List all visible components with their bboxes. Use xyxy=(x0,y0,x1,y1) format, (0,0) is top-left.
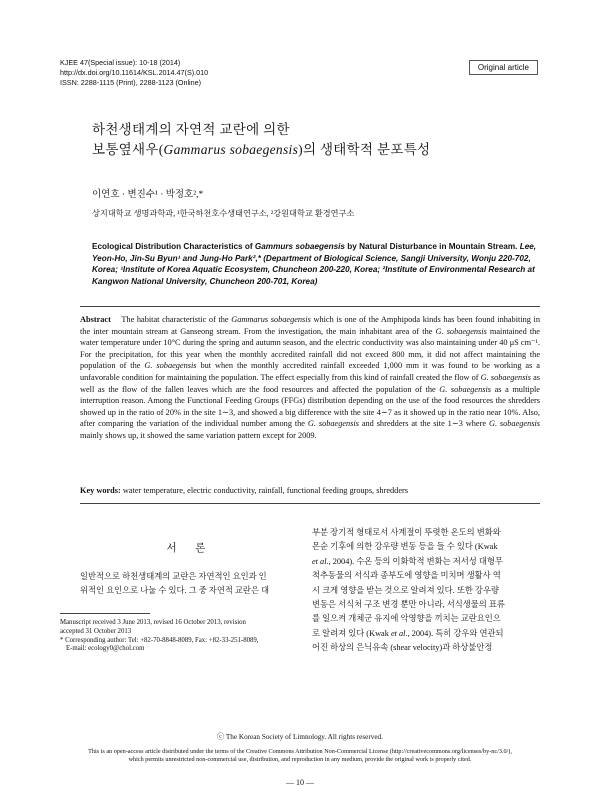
corresponding-email[interactable]: E-mail: ecology0@chol.com xyxy=(66,645,145,653)
issn: ISSN: 2288-1115 (Print), 2288-1123 (Online) xyxy=(60,78,202,87)
page-number: — 10 — xyxy=(286,778,314,787)
copyright: ⓒ The Korean Society of Limnology. All rights reserved. xyxy=(217,733,383,741)
english-title-block: Ecological Distribution Characteristics of Gammurs sobaegensis by Natural Disturbance in Mountain Stream. Lee, Yeon-Ho, Jin-Su Byun¹ and Jung-Ho Park²,* (Department of Biological Science, Sangji University, Wonju 220-702, Korea; ¹Institute of Korea Aquatic Ecosystem, Chuncheon 200-220, Korea; ²Institute of Environmental Research at Kangwon National University, Chuncheon 200-701, Korea) xyxy=(92,242,537,286)
species-name: Gammarus sobaegensis xyxy=(163,142,299,157)
left-column-text: 일반적으로 하천생태계의 교란은 자연적인 요인과 인 위적인 요인으로 나눌 수 있다. 그 중 자연적 교란은 대 xyxy=(80,572,270,596)
affiliation-korean: 상지대학교 생명과학과, ¹한국하천호수생태연구소, ²강원대학교 환경연구소 xyxy=(92,209,355,218)
authors-korean: 이연호 · 변진수¹ · 박정호²,* xyxy=(92,190,204,200)
section-title-introduction: 서 론 xyxy=(166,543,214,554)
keywords-label: Key words: xyxy=(80,486,121,495)
korean-title-line2: 보통옆새우(Gammarus sobaegensis)의 생태학적 분포특성 xyxy=(92,142,431,157)
footnote-rule xyxy=(60,613,150,614)
abstract-label: Abstract xyxy=(80,315,111,324)
korean-title xyxy=(92,120,430,160)
abstract-bottom-rule xyxy=(80,503,540,504)
abstract-top-rule xyxy=(80,306,540,307)
english-affiliations: (Department of Biological Science, Sangji University, Wonju 220-702, Korea; ¹Institute of Korea Aquatic Ecosystem, Chuncheon 200-220, Korea; ²Institute of Environmental Research at Kangwon National University, Chuncheon 200-701, Korea) xyxy=(92,253,535,286)
footnote: Manuscript received 3 June 2013, revised 16 October 2013, revision accepted 31 October 2013 * Corresponding author: Tel: +82-70-8848-8089, Fax: +82-33-251-8089, E-mail: ecology0@chol.com xyxy=(60,619,300,654)
doi-link[interactable]: http://dx.doi.org/10.11614/KSL.2014.47(S).010 xyxy=(60,68,209,77)
keywords: Key words: water temperature, electric conductivity, rainfall, functional feeding groups, shredders xyxy=(80,486,408,495)
korean-title-line1: 하천생태계의 자연적 교란에 의한 xyxy=(92,122,290,137)
journal-citation: KJEE 47(Special issue): 10-18 (2014) xyxy=(60,58,181,67)
species-name: Gammurs sobaegensis xyxy=(254,242,345,251)
english-authors: Lee, Yeon-Ho, Jin-Su Byun¹ and Jung-Ho Park²,* xyxy=(92,242,537,263)
journal-header xyxy=(60,58,208,88)
right-column-text: 부분 장기적 형태로서 사계절이 뚜렷한 온도의 변화와 몬순 기후에 의한 강우량 변동 등을 들 수 있다 (Kwak et al., 2004). 수온 등의 이화학적 변화는 저서성 대형무 척추동물의 서식과 종부도에 영향을 미치며 생활사 역 시 크게 영향을 받는 것으로 알려져 있다. 또한 강우량 변동은 서식처 구조 변경 뿐만 아니라, 서식생물의 표류 를 일으켜 개체군 유지에 악영향을 끼치는 교란요인으 로 알려져 있다 (Kwak et al., 2004). 특히 강우와 연관되 어진 하상의 은닉유속 (shear velocity)과 하상불안정 xyxy=(312,528,505,653)
abstract: Abstract The habitat characteristic of the Gammarus sobaegensis which is one of the Amphipoda kinds has been found inhabiting in the inter mountain stream at Ganseong stream. From the investigation, the main inhabitant area of the G. sobaegensis maintained the water temperature under 10°C during the spring and autumn season, and the electric conductivity was also maintaining under 40 μS cm⁻¹. For the precipitation, for this year when the monthly accredited rainfall did not exceed 800 mm, it did not affect maintaining the population of the G. sobaegensis but when the monthly accredited rainfall exceeded 1,000 mm it was found to be working as a unfavorable condition for maintaining the population. The effect especially from this kind of rainfall created the flow of G. sobaegensis as well as the flow of the fallen leaves which are the food resources and affected the population of the G. sobaegensis as a multiple interruption reason. Among the Functional Feeding Groups (FFGs) distribution depending on the use of the food resources the shredders showed up in the ratio of 20% in the site 1∼3, and showed a big difference with the site 4∼7 as it showed up in the ratio near 10%. Also, after comparing the variation of the individual number among the G. sobaegensis and shredders at the site 1∼3 where G. sobaegensis mainly shows up, it showed the same variation pattern except for 2009. xyxy=(80,315,541,440)
license-notice: This is an open-access article distributed under the terms of the Creative Commons Attribution Non-Commercial License (http://creativecommons.org/licenses/by-nc/3.0/), which permits unrestricted non-commercial use, distribution, and reproduction in any medium, provide the original work is properly cited. xyxy=(88,748,512,763)
article-type-badge: Original article xyxy=(469,60,538,75)
